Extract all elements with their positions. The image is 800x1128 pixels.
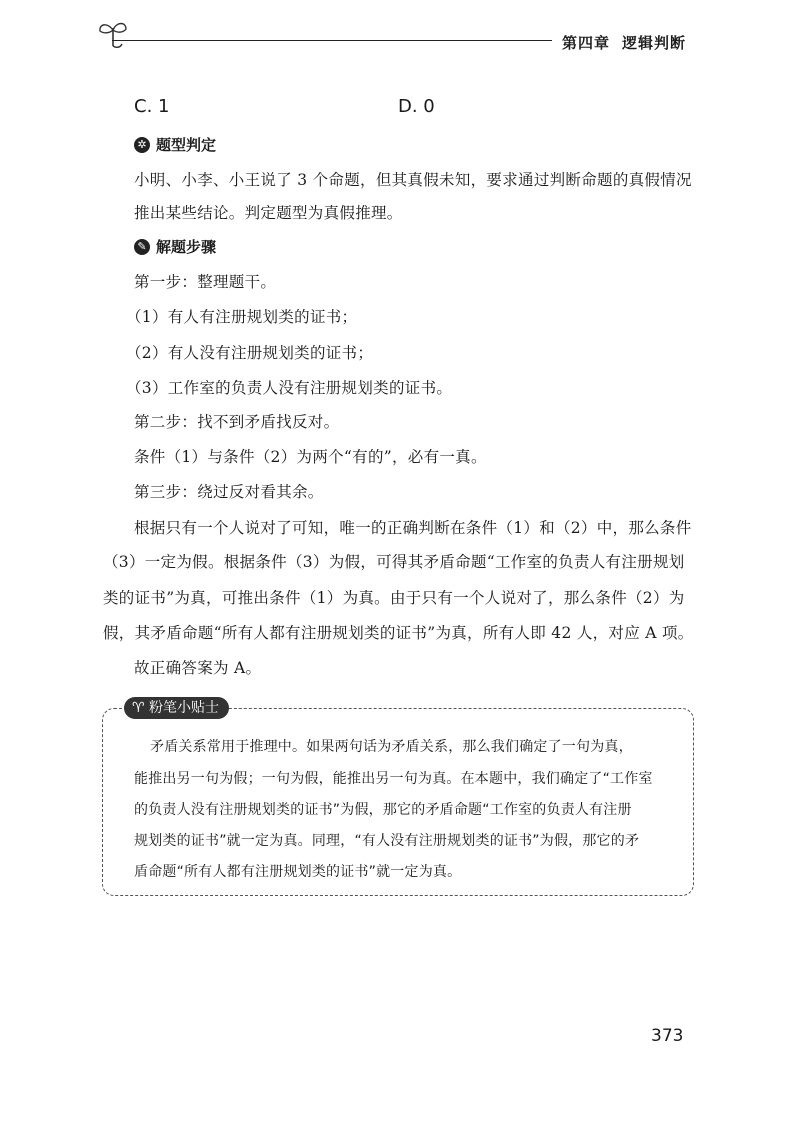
section-heading-steps <box>134 236 216 257</box>
paragraph-line: 小明、小李、小王说了 3 个命题，但其真假未知，要求通过判断命题的真假情况 <box>134 171 692 189</box>
tip-line: 规划类的证书”就一定为真。同理，“有人没有注册规划类的证书”为假，那它的矛 <box>134 833 640 849</box>
paragraph-line: 假，其矛盾命题“所有人都有注册规划类的证书”为真，所有人即 42 人，对应 A 项。 <box>103 624 694 642</box>
sprout-icon <box>96 18 130 48</box>
tip-label: ♈ 粉笔小贴士 <box>124 697 229 719</box>
step-line: 第二步：找不到矛盾找反对。 <box>134 413 340 431</box>
section-heading-label: 题型判定 <box>156 136 217 154</box>
condition-line: （1）有人有注册规划类的证书； <box>126 308 358 326</box>
step-line: 条件（1）与条件（2）为两个“有的”，必有一真。 <box>134 448 487 466</box>
page-number: 373 <box>651 1026 684 1046</box>
gear-icon: ✲ <box>134 137 150 153</box>
tip-line: 盾命题“所有人都有注册规划类的证书”就一定为真。 <box>134 864 462 880</box>
running-header <box>562 32 686 53</box>
section-heading-type <box>134 134 216 155</box>
option-c: C. 1 <box>134 96 170 117</box>
section-heading-label: 解题步骤 <box>156 238 217 256</box>
tip-line: 能推出另一句为假；一句为假，能推出另一句为真。在本题中，我们确定了“工作室 <box>134 771 653 787</box>
paragraph-line: 类的证书”为真，可推出条件（1）为真。由于只有一个人说对了，那么条件（2）为 <box>103 589 685 607</box>
condition-line: （3）工作室的负责人没有注册规划类的证书。 <box>126 379 453 397</box>
pen-icon: ✎ <box>134 239 150 255</box>
tip-line: 矛盾关系常用于推理中。如果两句话为矛盾关系，那么我们确定了一句为真， <box>150 739 633 755</box>
condition-line: （2）有人没有注册规划类的证书； <box>126 344 374 362</box>
chapter-title: 逻辑判断 <box>622 34 687 52</box>
tip-line: 的负责人没有注册规划类的证书”为假，那它的矛盾命题“工作室的负责人有注册 <box>134 802 632 818</box>
sprout-icon: ♈ <box>132 700 145 716</box>
paragraph-line: 根据只有一个人说对了可知，唯一的正确判断在条件（1）和（2）中，那么条件 <box>134 519 692 537</box>
paragraph-line: （3）一定为假。根据条件（3）为假，可得其矛盾命题“工作室的负责人有注册规划 <box>103 553 685 571</box>
option-d: D. 0 <box>398 96 435 117</box>
answer-line: 故正确答案为 A。 <box>134 659 262 677</box>
chapter-label: 第四章 <box>562 34 611 52</box>
paragraph-line: 推出某些结论。判定题型为真假推理。 <box>134 204 403 222</box>
step-line: 第三步：绕过反对看其余。 <box>134 483 324 501</box>
header-rule <box>112 40 552 41</box>
step-line: 第一步：整理题干。 <box>134 273 277 291</box>
